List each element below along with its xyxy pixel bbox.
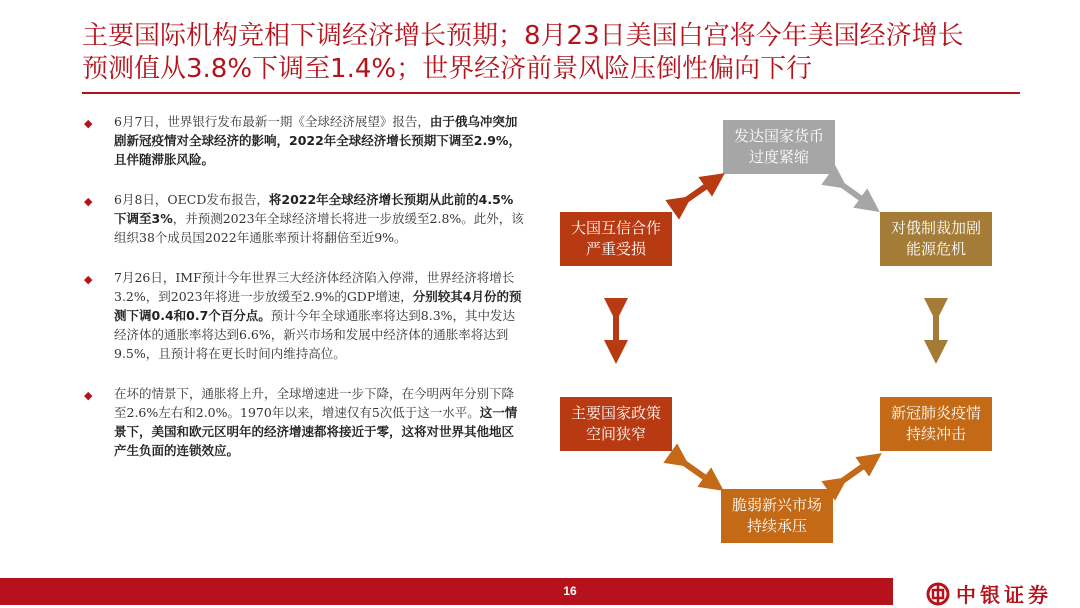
diamond-bullet-icon: ◆ [84,117,93,130]
bullet-emphasis: 将2022年全球经济增长预期从此前的4.5%下调至3% [114,192,514,226]
footer-bar [0,578,893,605]
brand-name: 中银证券 [956,583,1052,607]
cycle-box-label: 主要国家政策空间狭窄 [570,404,661,443]
bullet-text-tail: 预计今年全球通胀率将达到8.3%，其中发达经济体的通胀率将达到6.6%，新兴市场和发展中经济体的通胀率将达到9.5%，且预计将在更长时间内维持高位。 [114,308,516,361]
cycle-box-label: 大国互信合作严重受损 [570,219,661,258]
diamond-bullet-icon: ◆ [84,195,93,208]
title-line-1: 主要国际机构竞相下调经济增长预期；8月23日美国白宫将今年美国经济增长 [82,21,964,51]
bank-of-china-logo-icon [926,582,950,606]
cycle-box-label: 对俄制裁加剧能源危机 [890,219,981,258]
title-line-2: 预测值从3.8%下调至1.4%；世界经济前景风险压倒性偏向下行 [82,54,813,84]
bullet-text: 在坏的情景下，通胀将上升，全球增速进一步下降，在今明两年分别下降至2.6%左右和2.0%。1970年以来，增速仅有5次低于这一水平。 [114,386,515,420]
bullet-text: 6月7日，世界银行发布最新一期《全球经济展望》报告， [114,114,430,129]
diamond-bullet-icon: ◆ [84,273,93,286]
arrow-bottom-left [680,460,714,484]
bullet-text: 6月8日，OECD发布报告， [114,192,269,207]
page-number: 16 [563,584,577,598]
bullet-emphasis: 由于俄乌冲突加剧新冠疫情对全球经济的影响，2022年全球经济增长预期下调至2.9%，且伴随滞胀风险。 [114,114,521,167]
bullet-text: 7月26日，IMF预计今年世界三大经济体经济陷入停滞，世界经济将增长3.2%，到2023年将进一步放缓至2.9%的GDP增速， [114,270,515,304]
cycle-box-label: 发达国家货币过度紧缩 [733,127,824,166]
bullet-emphasis: 分别较其4月份的预测下调0.4和0.7个百分点。 [114,289,522,323]
arrow-top-left [682,180,715,203]
arrow-top-right [838,182,870,205]
cycle-box-label: 脆弱新兴市场持续承压 [731,496,822,535]
diamond-bullet-icon: ◆ [84,389,93,402]
cycle-box-label: 新冠肺炎疫情持续冲击 [890,404,981,443]
brand-logo [926,579,1052,608]
arrow-bottom-right [838,460,872,484]
bullet-text-tail: ，并预测2023年全球经济增长将进一步放缓至2.8%。此外，该组织38个成员国2022年通胀率预计将翻倍至近9%。 [114,211,524,245]
bullet-emphasis: 这一情景下，美国和欧元区明年的经济增速都将接近于零，这将对世界其他地区产生负面的连锁效应。 [114,405,518,458]
